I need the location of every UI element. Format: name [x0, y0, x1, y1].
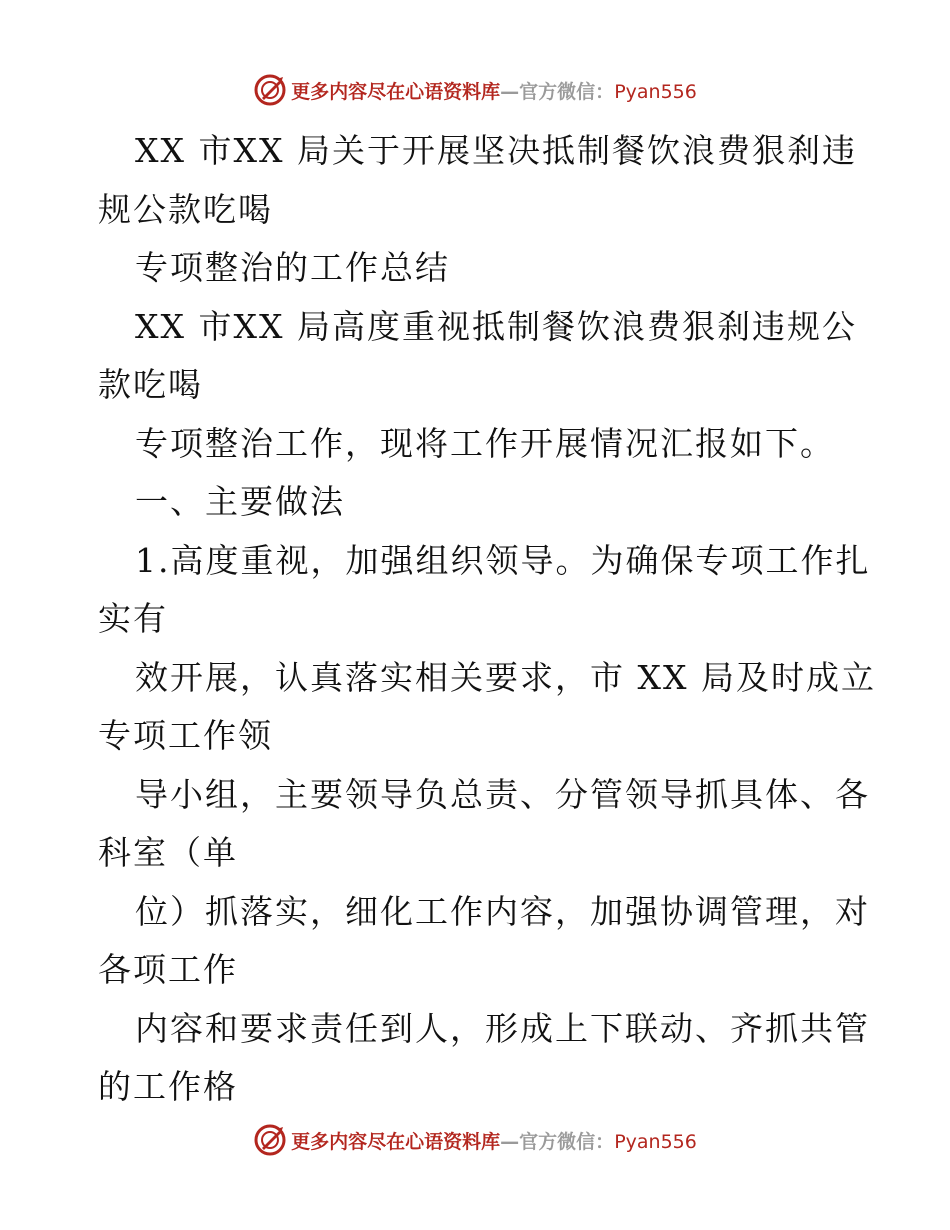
text-line: 专项整治的工作总结	[135, 248, 450, 287]
banner-dash: —	[500, 80, 520, 103]
banner-main-text: 更多内容尽在心语资料库	[291, 80, 501, 103]
banner-main-text: 更多内容尽在心语资料库	[291, 1130, 501, 1153]
text-line: XX 市XX 局关于开展坚决抵制餐饮浪费狠刹违	[135, 131, 857, 170]
text-line: 内容和要求责任到人，形成上下联动、齐抓共管	[135, 1008, 870, 1048]
text-line: 规公款吃喝	[98, 189, 273, 229]
banner-official-label: 官方微信：	[519, 1130, 615, 1153]
text-line: 位）抓落实，细化工作内容，加强协调管理，对	[135, 891, 870, 931]
text-line: 的工作格	[98, 1067, 238, 1106]
text-line: 导小组，主要领导负总责、分管领导抓具体、各	[135, 774, 870, 814]
logo-icon	[253, 73, 287, 107]
banner-wechat-id: Pyan556	[614, 1130, 697, 1153]
banner-dash: —	[500, 1130, 520, 1153]
logo-icon	[253, 1123, 287, 1157]
text-line: 科室（单	[98, 833, 238, 872]
header-banner	[0, 70, 950, 110]
document-body	[98, 122, 876, 1117]
banner-text	[291, 1127, 697, 1154]
text-line: 一、主要做法	[135, 482, 345, 521]
text-line: 实有	[98, 599, 168, 638]
text-line: XX 市XX 局高度重视抵制餐饮浪费狠刹违规公	[135, 306, 857, 346]
banner-text	[291, 77, 697, 104]
text-line: 各项工作	[98, 950, 238, 989]
text-line: 专项整治工作，现将工作开展情况汇报如下。	[135, 423, 835, 463]
footer-banner	[0, 1120, 950, 1160]
banner-wechat-id: Pyan556	[614, 80, 697, 103]
text-line: 1.高度重视，加强组织领导。为确保专项工作扎	[135, 540, 871, 580]
text-line: 专项工作领	[98, 716, 273, 755]
banner-official-label: 官方微信：	[519, 80, 615, 103]
text-line: 款吃喝	[98, 365, 203, 404]
text-line: 效开展，认真落实相关要求，市 XX 局及时成立	[135, 657, 876, 697]
